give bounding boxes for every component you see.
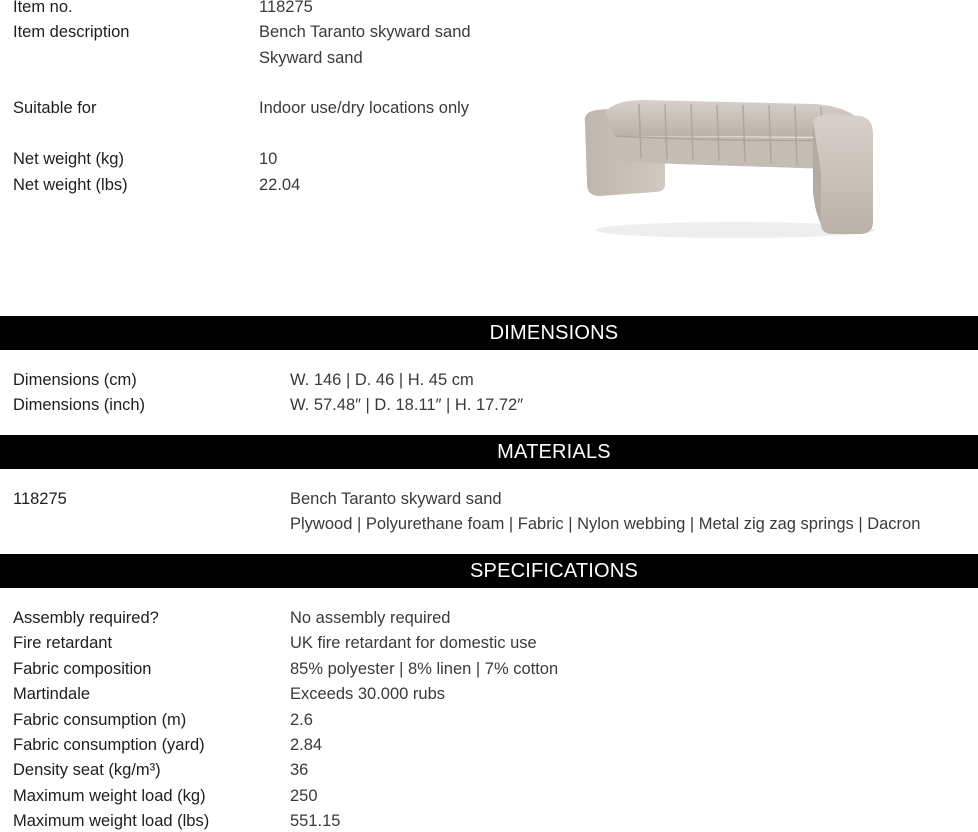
spec-value: 2.6	[290, 711, 313, 729]
dimensions-cm-value: W. 146 | D. 46 | H. 45 cm	[290, 371, 474, 389]
spec-value: 250	[290, 787, 318, 805]
spec-value: 551.15	[290, 812, 341, 830]
spec-label: Fire retardant	[13, 634, 113, 652]
spec-value: 85% polyester | 8% linen | 7% cotton	[290, 660, 559, 678]
net-weight-kg-label: Net weight (kg)	[13, 150, 124, 168]
dimensions-inch-label: Dimensions (inch)	[13, 396, 146, 414]
net-weight-lbs-value: 22.04	[259, 176, 301, 194]
dimensions-header: DIMENSIONS	[0, 316, 978, 350]
materials-item-name: Bench Taranto skyward sand	[290, 490, 502, 508]
item-description-label: Item description	[13, 23, 130, 41]
dimensions-cm-label: Dimensions (cm)	[13, 371, 137, 389]
spec-value: 36	[290, 761, 309, 779]
suitable-for-value: Indoor use/dry locations only	[259, 99, 470, 117]
spec-label: Fabric consumption (m)	[13, 711, 187, 729]
materials-list: Plywood | Polyurethane foam | Fabric | Nylon webbing | Metal zig zag springs | Dacron	[290, 515, 921, 533]
item-description-color: Skyward sand	[259, 49, 363, 67]
spec-label: Assembly required?	[13, 609, 159, 627]
spec-value: UK fire retardant for domestic use	[290, 634, 537, 652]
spec-value: 2.84	[290, 736, 323, 754]
net-weight-lbs-label: Net weight (lbs)	[13, 176, 128, 194]
dimensions-inch-value: W. 57.48″ | D. 18.11″ | H. 17.72″	[290, 396, 524, 414]
item-no-label: Item no.	[13, 0, 73, 16]
spec-label: Fabric consumption (yard)	[13, 736, 205, 754]
materials-header: MATERIALS	[0, 435, 978, 469]
spec-label: Martindale	[13, 685, 91, 703]
spec-label: Maximum weight load (lbs)	[13, 812, 210, 830]
suitable-for-label: Suitable for	[13, 99, 97, 117]
spec-value: No assembly required	[290, 609, 451, 627]
specifications-header: SPECIFICATIONS	[0, 554, 978, 588]
materials-item-no: 118275	[13, 490, 67, 508]
item-no-value: 118275	[259, 0, 313, 16]
product-image	[575, 92, 880, 242]
net-weight-kg-value: 10	[259, 150, 278, 168]
spec-label: Fabric composition	[13, 660, 152, 678]
spec-label: Maximum weight load (kg)	[13, 787, 206, 805]
spec-value: Exceeds 30.000 rubs	[290, 685, 446, 703]
item-description-value: Bench Taranto skyward sand	[259, 23, 471, 41]
spec-label: Density seat (kg/m³)	[13, 761, 161, 779]
